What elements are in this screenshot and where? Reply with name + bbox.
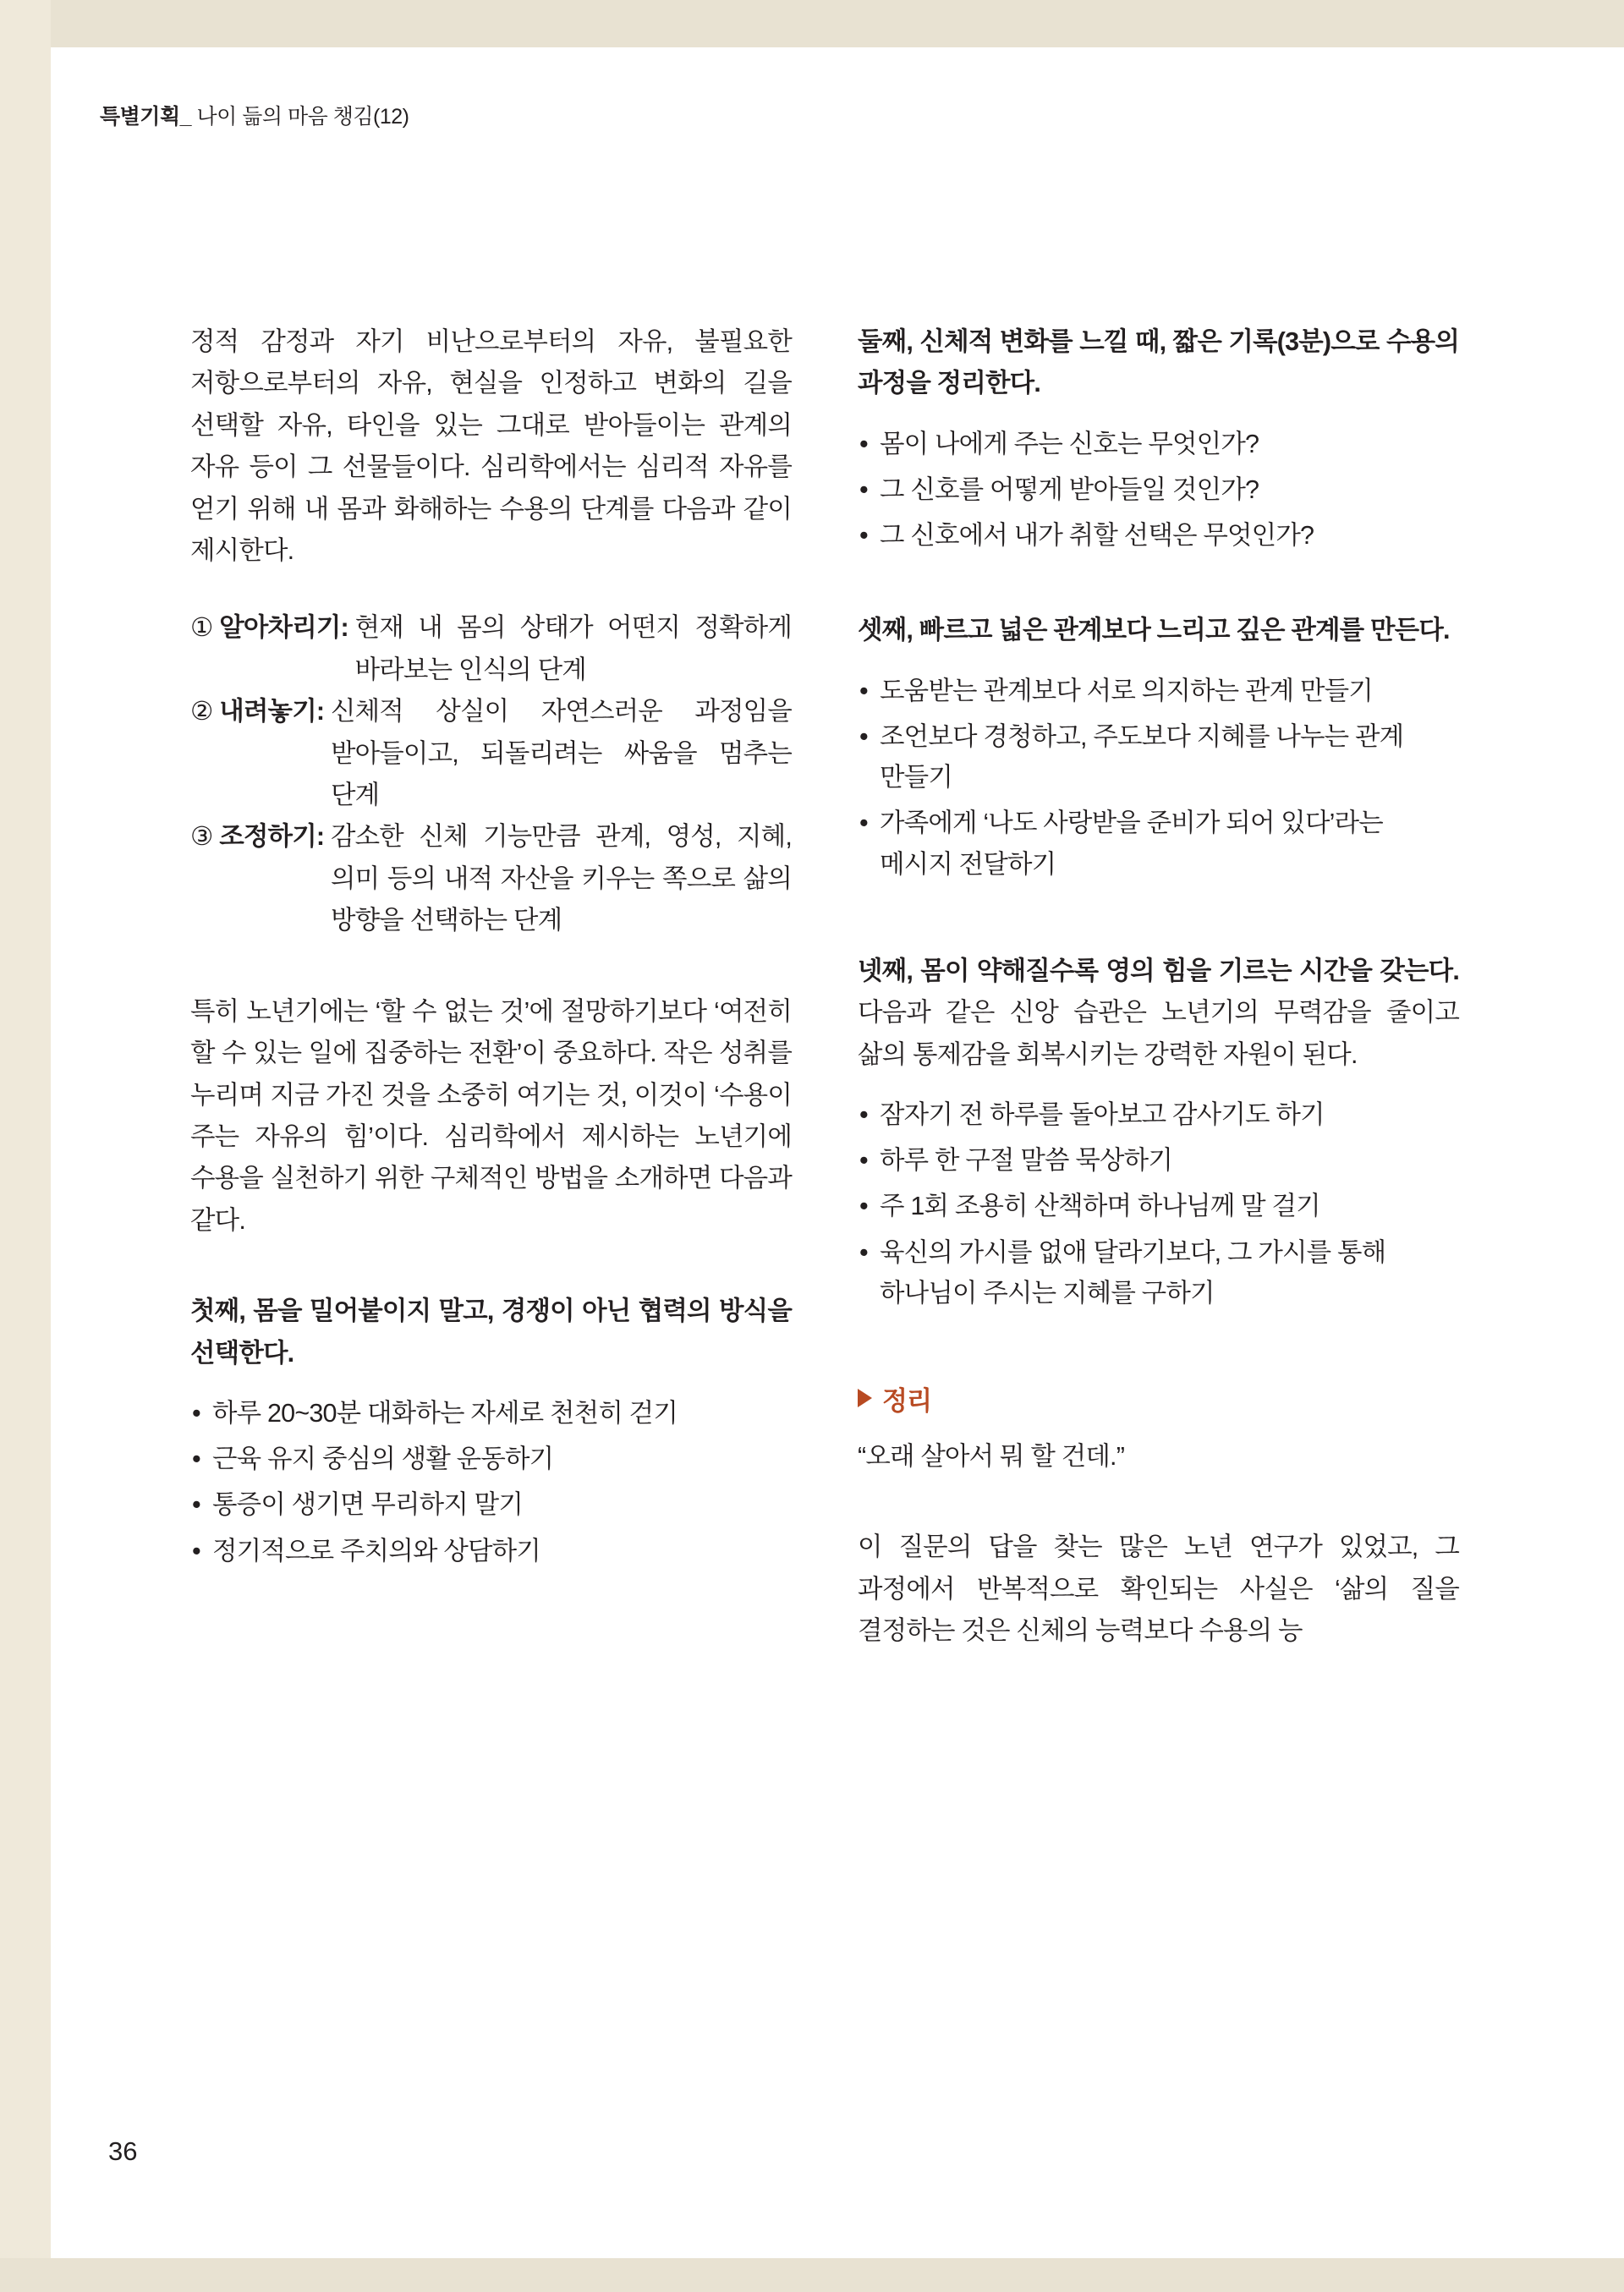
right-column	[858, 321, 1459, 1653]
step-2-marker: ② 내려놓기:	[190, 697, 325, 727]
list-item: • 몸이 나에게 주는 신호는 무엇인가?	[858, 424, 1459, 464]
list-item: • 하루 한 구절 말씀 묵상하기	[858, 1140, 1459, 1181]
acceptance-step-1	[190, 607, 792, 691]
method-fourth-lead-rest: 다음과 같은 신앙 습관은 노년기의 무력감을 줄이고 삶의 통제감을 회복시키는 강력한 자원이 된다.	[858, 998, 1459, 1069]
header-subtitle: 나이 듦의 마음 챙김(12)	[196, 105, 409, 129]
list-item: • 근육 유지 중심의 생활 운동하기	[190, 1439, 792, 1479]
summary-paragraph: 이 질문의 답을 찾는 많은 노년 연구가 있었고, 그 과정에서 반복적으로 확인되는 사실은 ‘삶의 질을 결정하는 것은 신체의 능력보다 수용의 능	[858, 1533, 1459, 1646]
left-column	[190, 321, 792, 1653]
spacer	[858, 890, 1459, 951]
method-fourth-bullets	[858, 1094, 1459, 1313]
method-fourth-lead	[858, 951, 1459, 1076]
method-third-bullets	[858, 671, 1459, 885]
list-item: • 조언보다 경청하고, 주도보다 지혜를 나누는 관계 만들기	[858, 716, 1459, 798]
step-3-marker: ③ 조정하기:	[190, 822, 325, 852]
left-paragraph-1: 정적 감정과 자기 비난으로부터의 자유, 불필요한 저항으로부터의 자유, 현실을 인정하고 변화의 길을 선택할 자유, 타인을 있는 그대로 받아들이는 관계의 자유 등이 그 선물들이다. 심리학에서는 심리적 자유를 얻기 위해 내 몸과 화해하는 수용의 단계를 다음과 같이 제시한다.	[190, 327, 792, 566]
spacer	[858, 1319, 1459, 1379]
step-3-text: 감소한 신체 기능만큼 관계, 영성, 지혜, 의미 등의 내적 자산을 키우는 쪽으로 삶의 방향을 선택하는 단계	[330, 822, 792, 935]
step-1-marker: ① 알아차리기:	[190, 613, 348, 643]
triangle-bullet-icon	[858, 1389, 872, 1407]
list-item: • 통증이 생기면 무리하지 말기	[190, 1484, 792, 1525]
page-number: 36	[108, 2136, 138, 2166]
spacer	[190, 1242, 792, 1291]
two-column-body	[190, 321, 1459, 1653]
left-decorative-stripe	[0, 0, 51, 2292]
header-category: 특별기획_	[100, 105, 192, 129]
step-2-text: 신체적 상실이 자연스러운 과정임을 받아들이고, 되돌리려는 싸움을 멈추는 단계	[330, 697, 792, 810]
spacer	[190, 942, 792, 991]
list-item: • 정기적으로 주치의와 상담하기	[190, 1531, 792, 1571]
spacer	[858, 652, 1459, 671]
method-first-lead: 첫째, 몸을 밀어붙이지 말고, 경쟁이 아닌 협력의 방식을 선택한다.	[190, 1297, 792, 1368]
list-item: • 하루 20~30분 대화하는 자세로 천천히 걷기	[190, 1393, 792, 1434]
list-item: • 육신의 가시를 없애 달라기보다, 그 가시를 통해 하나님이 주시는 지혜를 구하기	[858, 1232, 1459, 1313]
spacer	[858, 1076, 1459, 1094]
spacer	[858, 1478, 1459, 1527]
left-paragraph-2: 특히 노년기에는 ‘할 수 없는 것’에 절망하기보다 ‘여전히 할 수 있는 일에 집중하는 전환’이 중요하다. 작은 성취를 누리며 지금 가진 것을 소중히 여기는 것, 이것이 ‘수용이 주는 자유의 힘’이다. 심리학에서 제시하는 노년기에 수용을 실천하기 위한 구체적인 방법을 소개하면 다음과 같다.	[190, 996, 792, 1235]
bottom-decorative-band	[0, 2258, 1624, 2292]
list-item: • 가족에게 ‘나도 사랑받을 준비가 되어 있다’라는 메시지 전달하기	[858, 803, 1459, 884]
list-item: • 잠자기 전 하루를 돌아보고 감사기도 하기	[858, 1094, 1459, 1135]
method-third-lead: 셋째, 빠르고 넓은 관계보다 느리고 깊은 관계를 만든다.	[858, 616, 1450, 645]
method-fourth-lead-bold: 넷째, 몸이 약해질수록 영의 힘을 기르는 시간을 갖는다.	[858, 956, 1459, 985]
method-second-bullets	[858, 424, 1459, 557]
method-second-lead: 둘째, 신체적 변화를 느낄 때, 짧은 기록(3분)으로 수용의 과정을 정리한다.	[858, 327, 1459, 398]
acceptance-step-2	[190, 691, 792, 816]
summary-section-title	[858, 1379, 1459, 1417]
summary-quote: “오래 살아서 뭐 할 건데.”	[858, 1441, 1125, 1471]
list-item: • 도움받는 관계보다 서로 의지하는 관계 만들기	[858, 671, 1459, 711]
spacer	[190, 1374, 792, 1393]
method-first-bullets	[190, 1393, 792, 1571]
spacer	[858, 561, 1459, 610]
spacer	[858, 1417, 1459, 1436]
list-item: • 주 1회 조용히 산책하며 하나님께 말 걸기	[858, 1186, 1459, 1226]
running-header	[100, 100, 409, 130]
step-1-text: 현재 내 몸의 상태가 어떤지 정확하게 바라보는 인식의 단계	[354, 613, 792, 684]
summary-title-text: 정리	[882, 1385, 932, 1416]
spacer	[190, 572, 792, 607]
list-item: • 그 신호를 어떻게 받아들일 것인가?	[858, 469, 1459, 510]
top-decorative-band	[0, 0, 1624, 47]
acceptance-step-3	[190, 816, 792, 941]
spacer	[858, 405, 1459, 424]
list-item: • 그 신호에서 내가 취할 선택은 무엇인가?	[858, 515, 1459, 556]
